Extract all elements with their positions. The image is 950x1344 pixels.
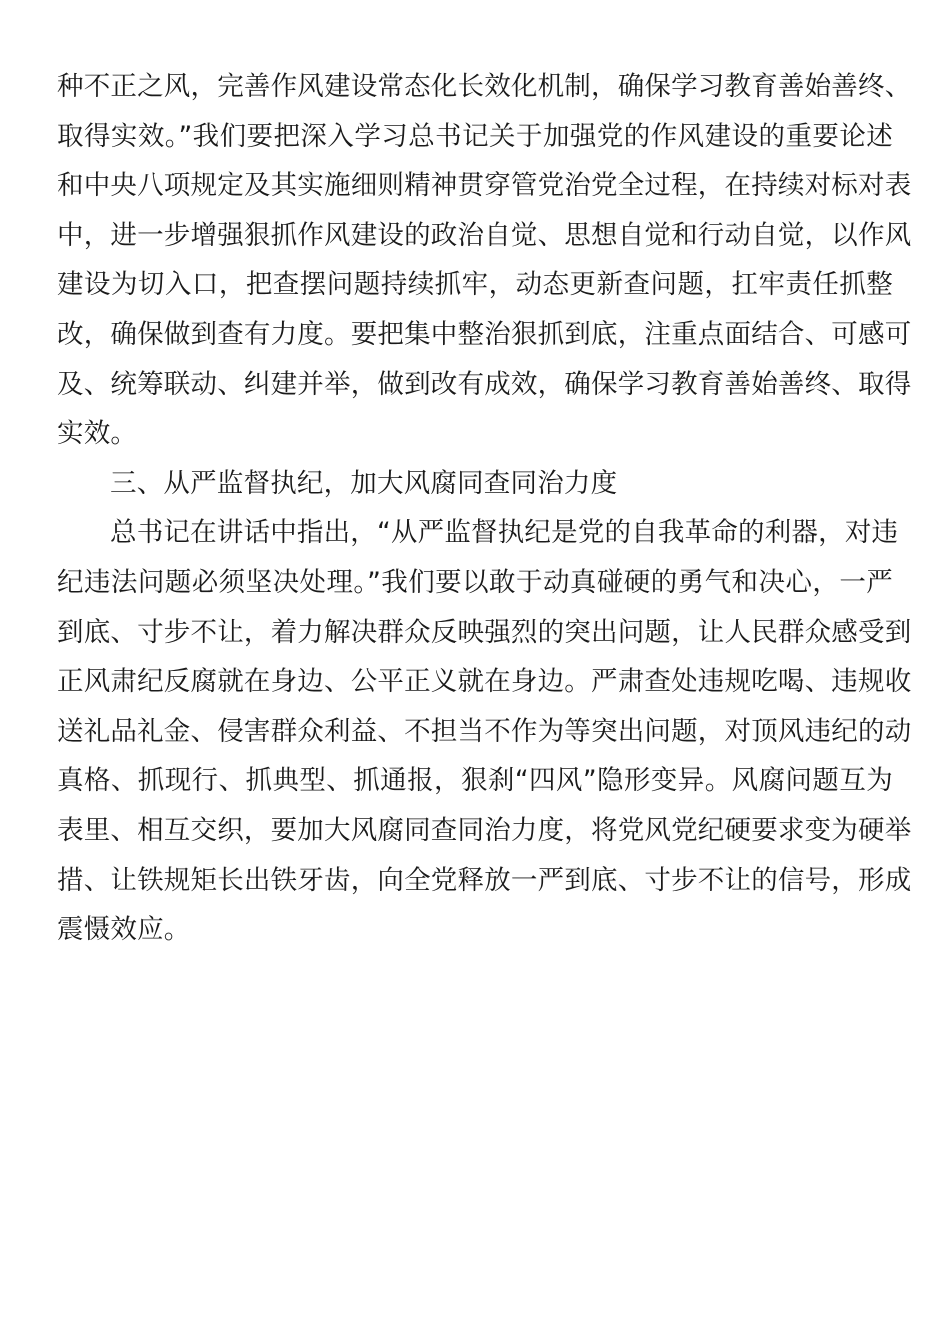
paragraph-line: 及、统筹联动、纠建并举，做到改有成效，确保学习教育善始善终、取得 (57, 368, 912, 400)
paragraph-line: 送礼品礼金、侵害群众利益、不担当不作为等突出问题，对顶风违纪的动 (57, 715, 912, 747)
paragraph-section-3 (57, 508, 912, 954)
paragraph-line: 和中央八项规定及其实施细则精神贯穿管党治党全过程，在持续对标对表 (57, 170, 912, 202)
paragraph-line: 种不正之风，完善作风建设常态化长效化机制，确保学习教育善始善终、 (57, 71, 912, 102)
paragraph-line: 表里、相互交织，要加大风腐同查同治力度，将党风党纪硬要求变为硬举 (57, 814, 912, 846)
section-heading: 三、从严监督执纪，加大风腐同查同治力度 (110, 467, 618, 499)
paragraph-line: 到底、寸步不让，着力解决群众反映强烈的突出问题，让人民群众感受到 (57, 616, 912, 648)
paragraph-line: 取得实效。”我们要把深入学习总书记关于加强党的作风建设的重要论述 (57, 120, 893, 152)
paragraph-line: 中，进一步增强狠抓作风建设的政治自觉、思想自觉和行动自觉，以作风 (57, 219, 912, 251)
paragraph-line: 真格、抓现行、抓典型、抓通报，狠刹“四风”隐形变异。风腐问题互为 (57, 765, 893, 797)
paragraph-line: 建设为切入口，把查摆问题持续抓牢，动态更新查问题，扛牢责任抓整 (57, 269, 893, 301)
paragraph-continuation (57, 62, 912, 459)
paragraph-line: 纪违法问题必须坚决处理。”我们要以敢于动真碰硬的勇气和决心，一严 (57, 566, 893, 598)
document-body (57, 62, 912, 955)
paragraph-line: 改，确保做到查有力度。要把集中整治狠抓到底，注重点面结合、可感可 (57, 318, 912, 350)
paragraph-line: 正风肃纪反腐就在身边、公平正义就在身边。严肃查处违规吃喝、违规收 (57, 666, 912, 698)
paragraph-line: 震慑效应。 (57, 914, 191, 946)
paragraph-line: 措、让铁规矩长出铁牙齿，向全党释放一严到底、寸步不让的信号，形成 (57, 864, 912, 896)
paragraph-line: 实效。 (57, 418, 138, 450)
paragraph-line: 总书记在讲话中指出，“从严监督执纪是党的自我革命的利器，对违 (110, 517, 899, 549)
